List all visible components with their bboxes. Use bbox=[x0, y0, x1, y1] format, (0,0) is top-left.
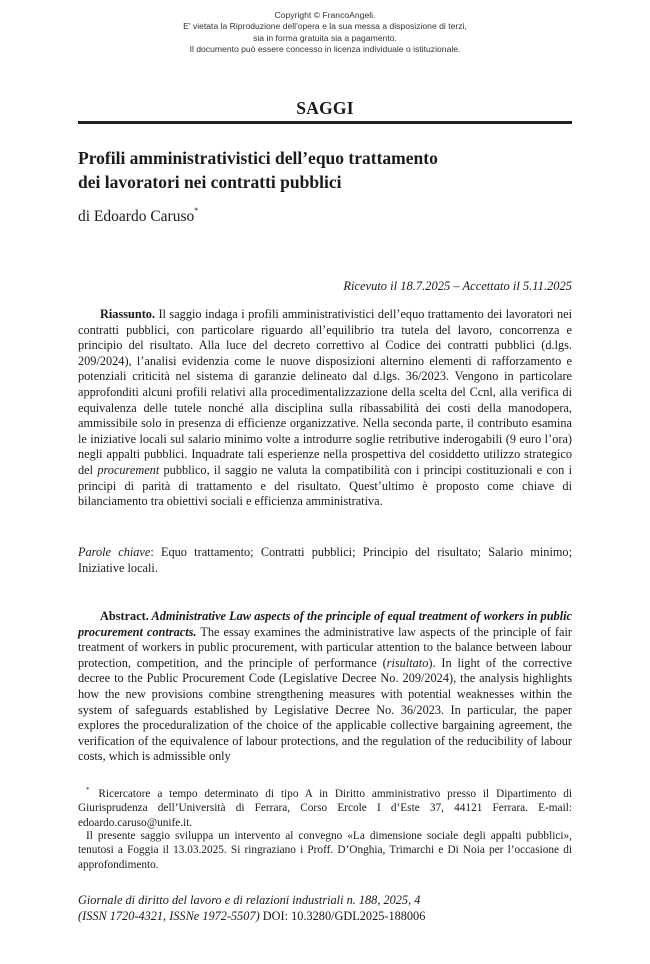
footnote-text: Ricercatore a tempo determinato di tipo A in Diritto amministrativo presso il Dipartimento di Giurisprudenza dell’Università di Ferrara, Corso Ercole I d’Este 37, 44121 Ferrara. E-mail: edoardo.caruso@unife.it. bbox=[78, 788, 572, 829]
keywords-paragraph bbox=[78, 545, 572, 576]
article-title-line: Profili amministrativistici dell’equo trattamento bbox=[78, 148, 438, 168]
copyright-line: Copyright © FrancoAngeli. bbox=[274, 10, 376, 20]
author-name: di Edoardo Caruso bbox=[78, 208, 195, 225]
copyright-line: sia in forma gratuita sia a pagamento. bbox=[253, 32, 397, 43]
article-title-line: dei lavoratori nei contratti pubblici bbox=[78, 172, 342, 192]
copyright-notice bbox=[0, 10, 650, 56]
author-footnote-mark[interactable]: * bbox=[194, 206, 199, 215]
abstract-text: ). In light of the corrective decree to the Public Procurement Code (Legislative Decree No. 209/2024), the analysis highlights how the new provisions combine strengthening measures with potential weaknesses within the system of safeguards established by Legislative Decree No. 36/2023. In particular, the paper explores the proceduralization of the choice of the applicable collective bargaining agreement, the verification of the equivalence of labour protections, and the regulation of the reducibility of labour costs, which is admissible only bbox=[78, 655, 573, 764]
journal-doi[interactable]: DOI: 10.3280/GDL2025-188006 bbox=[259, 908, 426, 923]
keywords-text: : Equo trattamento; Contratti pubblici; Principio del risultato; Salario minimo; Iniziative locali. bbox=[78, 545, 572, 575]
journal-identifiers bbox=[78, 909, 578, 925]
abstract-title: Administrative Law aspects of the principle of equal treatment of workers in public procurement contracts. bbox=[78, 609, 572, 639]
footnote-author-affiliation bbox=[78, 783, 572, 830]
journal-issn: (ISSN 1720-4321, ISSNe 1972-5507) bbox=[78, 908, 260, 923]
copyright-line: E' vietata la Riproduzione dell'opera e la sua messa a disposizione di terzi, bbox=[183, 21, 467, 32]
riassunto-label: Riassunto. bbox=[100, 307, 156, 321]
author-byline bbox=[78, 206, 198, 226]
riassunto-paragraph bbox=[78, 307, 572, 510]
abstract-paragraph bbox=[78, 609, 572, 765]
received-accepted-dates: Ricevuto il 18.7.2025 – Accettato il 5.11.2025 bbox=[343, 279, 572, 293]
riassunto-text: Il saggio indaga i profili amministrativistici dell’equo trattamento dei lavoratori nei contratti pubblici, con particolare riguardo all’equilibrio tra tutela del lavoro, concorrenza e principio del risultato. Alla luce del decreto correttivo al Codice dei contratti pubblici (d.lgs. 209/2024), l’analisi evidenzia come le nuove disposizioni alternino elementi di rafforzamento e potenziali criticità nel sistema di garanzie delineato dal d.lgs. 36/2023. Vengono in particolare approfonditi alcuni profili relativi alla procedimentalizzazione della scelta del Ccnl, alla verifica di equivalenza delle tutele nonché alla disciplina sulla ribassabilità dei costi della manodopera, ammissibile solo in presenza di efficienze organizzative. Nella seconda parte, il contributo esamina le iniziative locali sul salario minimo volte a introdurre soglie retributive inderogabili (9 euro l’ora) negli appalti pubblici. Inquadrate tali esperienze nella prospettiva del cosiddetto utilizzo strategico del bbox=[78, 307, 572, 477]
article-title bbox=[78, 146, 578, 194]
section-heading: SAGGI bbox=[296, 98, 354, 118]
riassunto-emphasis: procurement bbox=[97, 462, 160, 477]
journal-issue: Giornale di diritto del lavoro e di relazioni industriali n. 188, 2025, 4 bbox=[78, 893, 421, 907]
abstract-emphasis: risultato bbox=[386, 655, 429, 670]
abstract-text: The essay examines the administrative law aspects of the principle of fair treatment of workers in public procurement, with particular attention to the balance between labour protection, competition, and the principle of performance ( bbox=[78, 624, 572, 670]
journal-citation bbox=[78, 893, 578, 924]
copyright-line: Il documento può essere concesso in licenza individuale o istituzionale. bbox=[189, 44, 461, 55]
abstract-label: Abstract. bbox=[100, 609, 149, 623]
keywords-label: Parole chiave bbox=[78, 545, 151, 559]
footnote-mark: * bbox=[86, 786, 90, 794]
footnote-acknowledgement: Il presente saggio sviluppa un intervento al convegno «La dimensione sociale degli appalti pubblici», tenutosi a Foggia il 13.03.2025. Si ringraziano i Proff. D’Onghia, Trimarchi e Di Noia per l’occasione di approfondimento. bbox=[78, 830, 572, 871]
riassunto-text: pubblico, il saggio ne valuta la compatibilità con i principi costituzionali e con i principi di parità di trattamento e del risultato. Quest’ultimo è proposto come chiave di bilanciamento tra obiettivi sociali e efficienza amministrativa. bbox=[78, 462, 572, 509]
section-divider bbox=[78, 121, 572, 124]
